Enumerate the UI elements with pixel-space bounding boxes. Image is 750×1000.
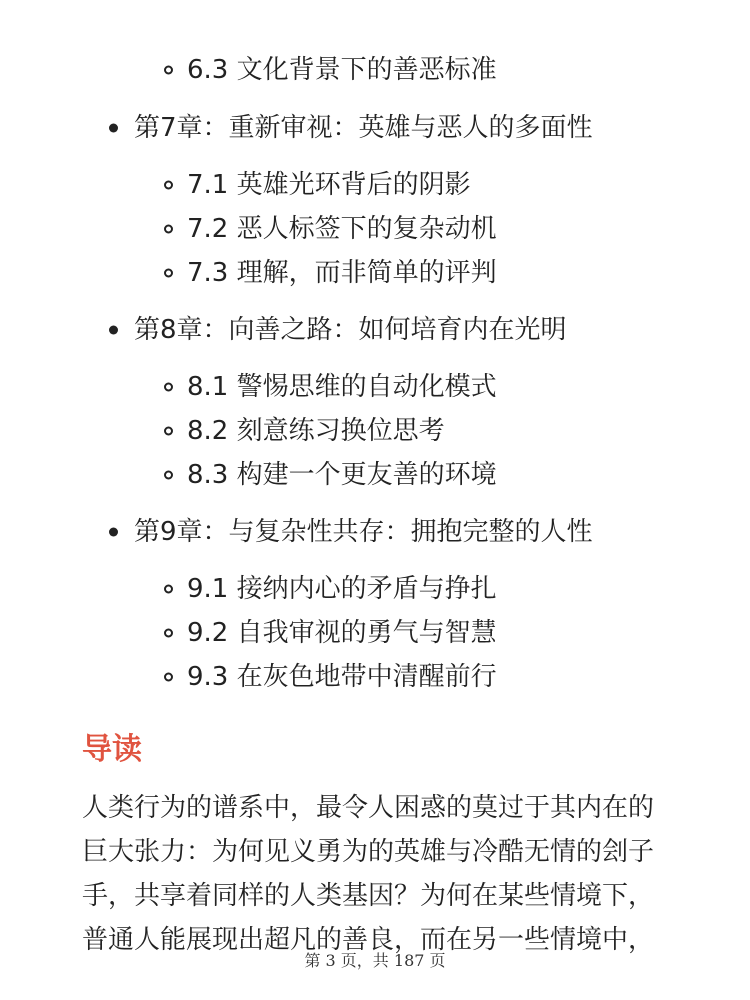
toc-item-text: 6.3 文化背景下的善恶标准 xyxy=(187,55,497,85)
hollow-bullet-icon xyxy=(164,673,173,682)
toc-item-text: 7.2 恶人标签下的复杂动机 xyxy=(187,214,497,244)
toc-chapter-9 xyxy=(134,514,593,550)
toc-chapter-7 xyxy=(134,110,593,146)
toc-item-text: 第8章：向善之路：如何培育内在光明 xyxy=(134,315,567,345)
filled-bullet-icon xyxy=(109,326,118,335)
paragraph-line: 手，共享着同样的人类基因？为何在某些情境下， xyxy=(82,881,655,911)
toc-subsection-6-3 xyxy=(187,52,497,88)
paragraph-line: 人类行为的谱系中，最令人困惑的莫过于其内在的 xyxy=(82,793,655,823)
toc-item-text: 第9章：与复杂性共存：拥抱完整的人性 xyxy=(134,517,593,547)
paragraph-line: 巨大张力：为何见义勇为的英雄与冷酷无情的刽子 xyxy=(82,837,655,867)
hollow-bullet-icon xyxy=(164,225,173,234)
toc-subsection-8-3 xyxy=(187,457,497,493)
toc-chapter-8 xyxy=(134,312,567,348)
toc-subsection-7-1 xyxy=(187,167,471,203)
intro-paragraph xyxy=(82,786,682,962)
filled-bullet-icon xyxy=(109,528,118,537)
toc-item-text: 第7章：重新审视：英雄与恶人的多面性 xyxy=(134,113,593,143)
hollow-bullet-icon xyxy=(164,383,173,392)
filled-bullet-icon xyxy=(109,124,118,133)
toc-subsection-9-1 xyxy=(187,571,497,607)
toc-item-text: 7.1 英雄光环背后的阴影 xyxy=(187,170,471,200)
hollow-bullet-icon xyxy=(164,629,173,638)
hollow-bullet-icon xyxy=(164,585,173,594)
toc-item-text: 8.2 刻意练习换位思考 xyxy=(187,416,445,446)
paragraph-line: 普通人能展现出超凡的善良，而在另一些情境中， xyxy=(82,925,655,955)
toc-item-text: 9.1 接纳内心的矛盾与挣扎 xyxy=(187,574,497,604)
toc-item-text: 9.2 自我审视的勇气与智慧 xyxy=(187,618,497,648)
hollow-bullet-icon xyxy=(164,66,173,75)
hollow-bullet-icon xyxy=(164,471,173,480)
toc-subsection-8-1 xyxy=(187,369,497,405)
toc-item-text: 7.3 理解，而非简单的评判 xyxy=(187,258,497,288)
toc-item-text: 8.3 构建一个更友善的环境 xyxy=(187,460,497,490)
page-number-footer: 第 3 页，共 187 页 xyxy=(304,951,446,970)
hollow-bullet-icon xyxy=(164,427,173,436)
intro-heading: 导读 xyxy=(82,732,142,767)
toc-item-text: 9.3 在灰色地带中清醒前行 xyxy=(187,662,497,692)
toc-subsection-7-2 xyxy=(187,211,497,247)
toc-subsection-9-3 xyxy=(187,659,497,695)
toc-subsection-9-2 xyxy=(187,615,497,651)
toc-subsection-8-2 xyxy=(187,413,445,449)
hollow-bullet-icon xyxy=(164,269,173,278)
hollow-bullet-icon xyxy=(164,181,173,190)
toc-item-text: 8.1 警惕思维的自动化模式 xyxy=(187,372,497,402)
toc-subsection-7-3 xyxy=(187,255,497,291)
